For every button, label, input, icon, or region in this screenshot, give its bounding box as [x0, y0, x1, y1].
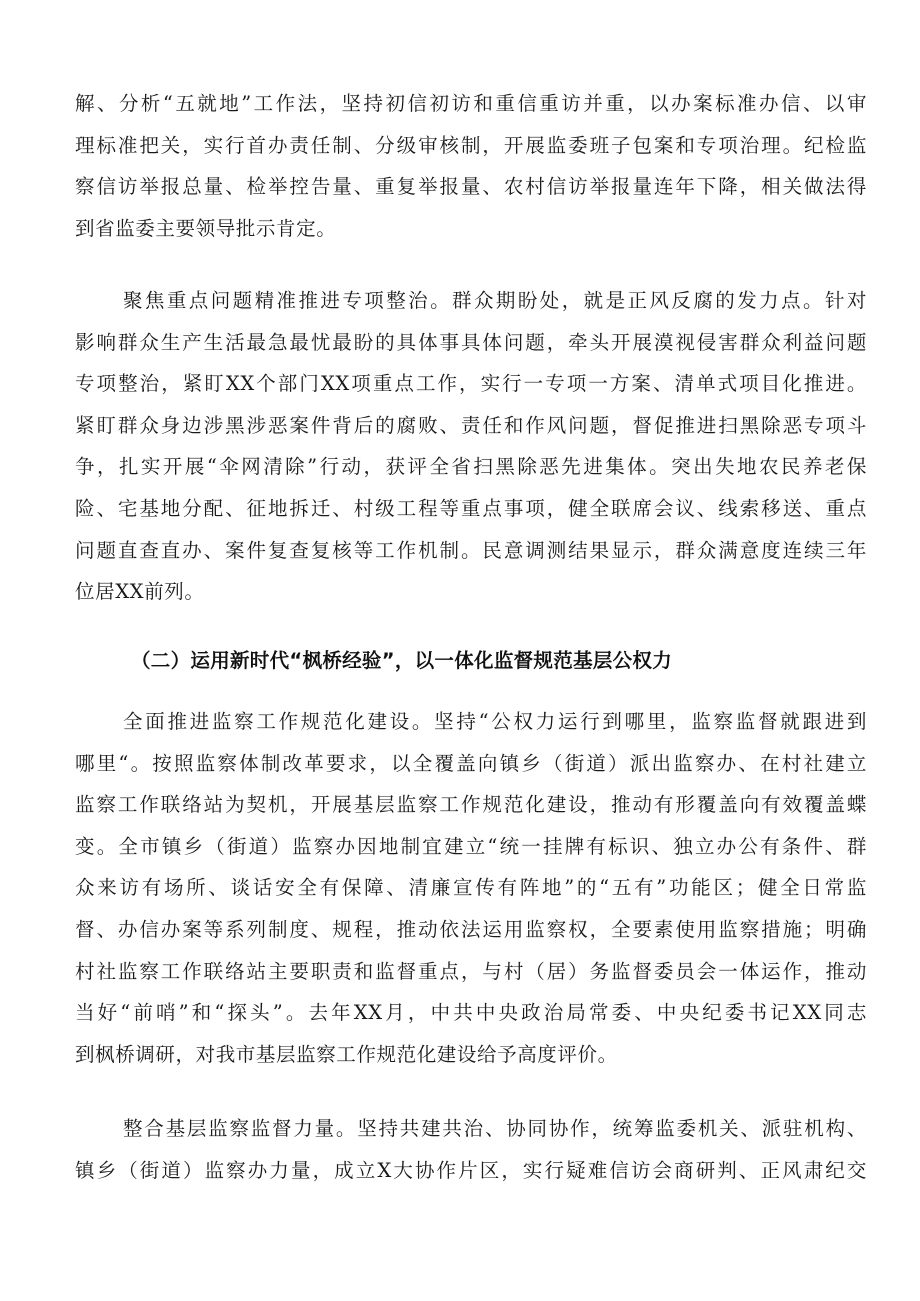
text-line: 影响群众生产生活最急最忧最盼的具体事具体问题，牵头开展漠视侵害群众利益问题 [75, 330, 867, 354]
text-line: 全面推进监察工作规范化建设。坚持“公权力运行到哪里，监察监督就跟进到 [123, 710, 867, 733]
paragraph-supervision-integration [75, 1108, 867, 1191]
paragraph-special-rectification [75, 280, 867, 613]
text-line: 险、宅基地分配、征地拆迁、村级工程等重点事项，健全联席会议、线索移送、重点 [75, 496, 867, 520]
text-line: 争，扎实开展“伞网清除”行动，获评全省扫黑除恶先进集体。突出失地农民养老保 [75, 455, 867, 479]
text-line: 理标准把关，实行首办责任制、分级审核制，开展监委班子包案和专项治理。纪检监 [75, 133, 867, 157]
text-line: 众来访有场所、谈话安全有保障、清廉宣传有阵地”的“五有”功能区；健全日常监 [75, 876, 867, 900]
text-line: 整合基层监察监督力量。坚持共建共治、协同协作，统筹监委机关、派驻机构、 [123, 1117, 867, 1140]
text-line: 当好“前哨”和“探头”。去年XX月，中共中央政治局常委、中央纪委书记XX同志 [75, 1001, 867, 1025]
text-line: 督、办信办案等系列制度、规程，推动依法运用监察权，全要素使用监察措施；明确 [75, 917, 867, 941]
text-line: 监察工作联络站为契机，开展基层监察工作规范化建设，推动有形覆盖向有效覆盖蝶 [75, 793, 867, 817]
paragraph-supervision-standardization [75, 701, 867, 1075]
text-line: 解、分析“五就地”工作法，坚持初信初访和重信重访并重，以办案标准办信、以审 [75, 92, 867, 115]
text-line: 到枫桥调研，对我市基层监察工作规范化建设给予高度评价。 [75, 1042, 618, 1066]
text-line: 问题直查直办、案件复查复核等工作机制。民意调测结果显示，群众满意度连续三年 [75, 538, 867, 562]
text-line: 村社监察工作联络站主要职责和监督重点，与村（居）务监督委员会一体运作，推动 [75, 959, 867, 983]
text-line: 变。全市镇乡（街道）监察办因地制宜建立“统一挂牌有标识、独立办公有条件、群 [75, 834, 867, 858]
text-line: 紧盯群众身边涉黑涉恶案件背后的腐败、责任和作风问题，督促推进扫黑除恶专项斗 [75, 413, 867, 437]
text-line: 察信访举报总量、检举控告量、重复举报量、农村信访举报量连年下降，相关做法得 [75, 175, 867, 199]
text-line: 专项整治，紧盯XX个部门XX项重点工作，实行一专项一方案、清单式项目化推进。 [75, 372, 867, 396]
text-line: 镇乡（街道）监察办力量，成立X大协作片区，实行疑难信访会商研判、正风肃纪交 [75, 1158, 867, 1182]
section-heading: （二）运用新时代“枫桥经验”，以一体化监督规范基层公权力 [131, 649, 673, 672]
text-line: 哪里“。按照监察体制改革要求，以全覆盖向镇乡（街道）派出监察办、在村社建立 [75, 751, 867, 775]
text-line: 位居XX前列。 [75, 580, 205, 604]
paragraph-petition-handling [75, 83, 867, 249]
text-line: 聚焦重点问题精准推进专项整治。群众期盼处，就是正风反腐的发力点。针对 [123, 289, 867, 312]
text-line: 到省监委主要领导批示肯定。 [75, 216, 337, 240]
